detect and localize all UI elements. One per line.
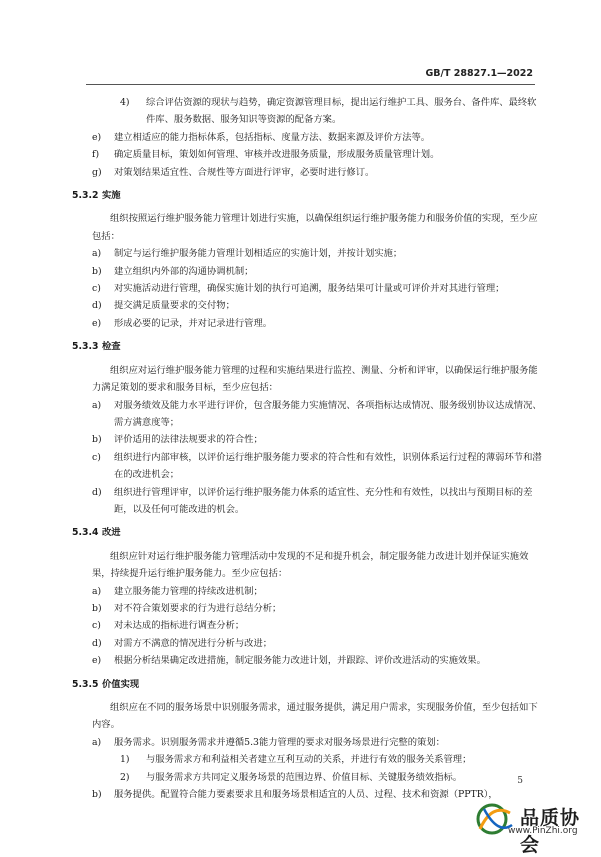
list-text: 对服务绩效及能力水平进行评价，包含服务能力实施情况、各项指标达成情况、服务级别协议达成情况、需方满意度等； — [114, 399, 542, 428]
list-label: d) — [92, 300, 102, 312]
list-text: 制定与运行维护服务能力管理计划相适应的实施计划，并按计划实施； — [114, 248, 403, 260]
list-label: a) — [92, 399, 102, 411]
list-item — [92, 280, 544, 297]
list-text: 根据分析结果确定改进措施，制定服务能力改进计划，并跟踪、评价改进活动的实施效果。 — [114, 655, 486, 667]
list-label: c) — [92, 620, 101, 632]
section-heading — [72, 524, 544, 541]
list-text: 组织进行内部审核，以评价运行维护服务能力要求的符合性和有效性，识别体系运行过程的薄弱环节和潜在的改进机会； — [114, 451, 542, 481]
list-label: 1) — [120, 754, 130, 766]
section-title: 价值实现 — [102, 678, 140, 690]
watermark-logo — [474, 799, 598, 856]
watermark-brand: 品质协会 — [520, 807, 581, 856]
list-text: 形成必要的记录，并对记录进行管理。 — [114, 317, 273, 329]
list-label: e) — [92, 655, 102, 667]
list-text: 建立组织内外部的沟通协调机制； — [114, 265, 254, 277]
section-heading — [72, 187, 544, 204]
list-text: 对需方不满意的情况进行分析与改进； — [114, 637, 273, 649]
list-label: 2) — [120, 771, 130, 783]
page-number: 5 — [517, 776, 523, 786]
list-label: a) — [92, 736, 102, 748]
list-item — [92, 129, 544, 146]
list-text: 服务需求。识别服务需求并遵循5.3能力管理的要求对服务场景进行完整的策划： — [114, 736, 445, 748]
list-item — [92, 449, 544, 484]
list-item — [92, 652, 544, 669]
list-text: 对策划结果适宜性、合规性等方面进行评审，必要时进行修订。 — [114, 166, 375, 178]
list-text: 与服务需求方共同定义服务场景的范围边界、价值目标、关键服务绩效指标。 — [146, 771, 463, 783]
list-label: a) — [92, 585, 102, 597]
list-text: 对实施活动进行管理，确保实施计划的执行可追溯，服务结果可计量或可评价并对其进行管理； — [114, 283, 505, 295]
list-label: b) — [92, 265, 102, 277]
list-text: 确定质量目标，策划如何管理、审核并改进服务质量，形成服务质量管理计划。 — [114, 149, 440, 161]
list-text: 评价适用的法律法规要求的符合性； — [114, 434, 263, 446]
list-label: b) — [92, 789, 102, 801]
list-item — [92, 635, 544, 652]
section-heading — [72, 676, 544, 693]
list-item — [92, 431, 544, 448]
section-title: 检查 — [102, 341, 121, 353]
list-item — [92, 600, 544, 617]
document-body — [72, 94, 544, 803]
list-item — [92, 245, 544, 262]
list-text: 提交满足质量要求的交付物； — [114, 300, 235, 312]
list-label: e) — [92, 317, 102, 329]
list-label: b) — [92, 434, 102, 446]
list-text: 综合评估资源的现状与趋势，确定资源管理目标，提出运行维护工具、服务台、备件库、最终软件库、服务数据、服务知识等资源的配备方案。 — [146, 97, 537, 126]
list-item — [92, 297, 544, 314]
section-number: 5.3.2 — [72, 190, 99, 202]
list-text: 服务提供。配置符合能力要素要求且和服务场景相适宜的人员、过程、技术和资源（PPTR）， — [114, 789, 498, 801]
list-item — [92, 315, 544, 332]
list-text: 与服务需求方和利益相关者建立互利互动的关系，并进行有效的服务关系管理； — [146, 754, 472, 766]
list-text: 对未达成的指标进行调查分析； — [114, 620, 245, 632]
list-label: e) — [92, 131, 102, 143]
paragraph: 组织按照运行维护服务能力管理计划进行实施，以确保组织运行维护服务能力和服务价值的实现，至少应包括： — [92, 213, 538, 242]
list-item — [92, 263, 544, 280]
sub-list-item — [114, 94, 544, 129]
list-text: 对不符合策划要求的行为进行总结分析； — [114, 602, 282, 614]
list-label: b) — [92, 602, 102, 614]
list-label: d) — [92, 637, 102, 649]
list-item — [92, 397, 544, 432]
section-number: 5.3.3 — [72, 341, 99, 353]
section-heading — [72, 338, 544, 355]
list-text: 建立服务能力管理的持续改进机制； — [114, 585, 263, 597]
paragraph: 组织应对运行维护服务能力管理的过程和实施结果进行监控、测量、分析和评审，以确保运行维护服务能力满足策划的要求和服务目标，至少应包括： — [92, 364, 538, 394]
section-number: 5.3.4 — [72, 527, 99, 539]
paragraph: 组织应针对运行维护服务能力管理活动中发现的不足和提升机会，制定服务能力改进计划并保证实施效果，持续提升运行维护服务能力。至少应包括： — [92, 550, 529, 580]
list-label: c) — [92, 451, 101, 463]
sub-list-item — [114, 751, 544, 768]
list-item — [92, 484, 544, 519]
list-text: 组织进行管理评审，以评价运行维护服务能力体系的适宜性、充分性和有效性，以找出与预期目标的差距，以及任何可能改进的机会。 — [114, 486, 533, 515]
list-text: 建立相适应的能力指标体系，包括指标、度量方法、数据来源及评价方法等。 — [114, 131, 431, 143]
document-code: GB/T 28827.1—2022 — [425, 68, 533, 79]
list-item — [92, 164, 544, 181]
list-item — [92, 583, 544, 600]
list-item — [92, 617, 544, 634]
list-label: a) — [92, 248, 102, 260]
sub-list-item — [114, 769, 544, 786]
list-label: c) — [92, 283, 101, 295]
section-title: 实施 — [102, 190, 121, 202]
list-label: g) — [92, 166, 102, 178]
header-rule — [86, 84, 535, 85]
list-item — [92, 146, 544, 163]
list-label: 4) — [120, 97, 130, 108]
list-label: f) — [92, 149, 100, 161]
section-number: 5.3.5 — [72, 678, 99, 690]
list-item — [92, 734, 544, 751]
list-label: d) — [92, 486, 102, 498]
section-title: 改进 — [102, 527, 121, 539]
paragraph: 组织应在不同的服务场景中识别服务需求，通过服务提供，满足用户需求，实现服务价值，至少包括如下内容。 — [92, 702, 538, 731]
watermark-site: www.PinZhi.org — [508, 826, 578, 836]
